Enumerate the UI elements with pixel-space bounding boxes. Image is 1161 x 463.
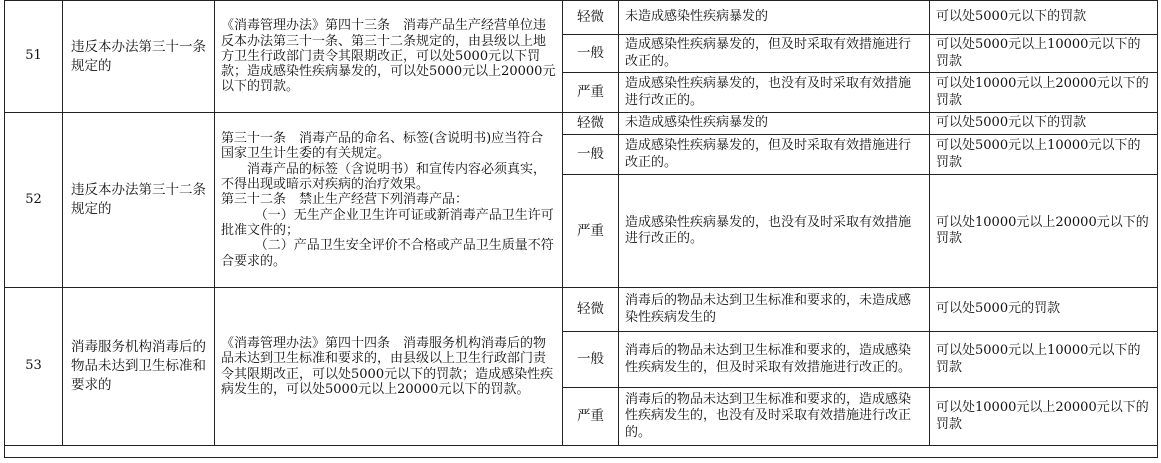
severity-level: 轻微 — [563, 1, 619, 35]
violation-condition: 造成感染性疾病暴发的，但及时采取有效措施进行改正的。 — [619, 35, 930, 73]
basis-line: 第三十二条 禁止生产经营下列消毒产品： — [221, 192, 469, 208]
penalty-amount: 可以处5000元以上10000元以下的罚款 — [930, 332, 1158, 388]
violation-item: 违反本办法第三十一条规定的 — [63, 1, 215, 113]
penalty-amount: 可以处10000元以上20000元以下的罚款 — [930, 73, 1158, 113]
row-number: 52 — [5, 113, 63, 288]
violation-condition: 消毒后的物品未达到卫生标准和要求的，造成感染性疾病发生的，但及时采取有效措施进行改正的。 — [619, 332, 930, 388]
violation-condition: 消毒后的物品未达到卫生标准和要求的，未造成感染性疾病发生的 — [619, 288, 930, 332]
penalty-amount: 可以处5000元以上10000元以下的罚款 — [930, 135, 1158, 175]
violation-condition: 造成感染性疾病暴发的，但及时采取有效措施进行改正的。 — [619, 135, 930, 175]
basis-line: （二）产品卫生安全评价不合格或产品卫生质量不符合要求的。 — [221, 238, 554, 269]
row-number: 53 — [5, 288, 63, 446]
basis-line: （一）无生产企业卫生许可证或新消毒产品卫生许可批准文件的； — [221, 207, 554, 238]
penalty-amount: 可以处5000元的罚款 — [930, 288, 1158, 332]
table-row — [5, 288, 1158, 332]
violation-condition: 未造成感染性疾病暴发的 — [619, 113, 930, 135]
table-row — [5, 113, 1158, 135]
penalty-amount: 可以处5000元以上10000元以下的罚款 — [930, 35, 1158, 73]
legal-basis: 《消毒管理办法》第四十四条 消毒服务机构消毒后的物品未达到卫生标准和要求的，由县级以上卫生行政部门责令其限期改正，可以处5000元以下的罚款；造成感染性疾病发生的，可以处5000元以上20000元以下的罚款。 — [215, 288, 563, 446]
violation-item: 消毒服务机构消毒后的物品未达到卫生标准和要求的 — [63, 288, 215, 446]
violation-condition: 未造成感染性疾病暴发的 — [619, 1, 930, 35]
basis-line: 第三十一条 消毒产品的命名、标签(含说明书)应当符合国家卫生计生委的有关规定。 — [221, 131, 544, 162]
severity-level: 一般 — [563, 135, 619, 175]
violation-item: 违反本办法第三十二条规定的 — [63, 113, 215, 288]
penalty-amount: 可以处10000元以上20000元以下的罚款 — [930, 175, 1158, 288]
row-number: 51 — [5, 1, 63, 113]
penalty-standard-table — [4, 0, 1158, 458]
severity-level: 一般 — [563, 332, 619, 388]
severity-level: 一般 — [563, 35, 619, 73]
basis-line: 消毒产品的标签（含说明书）和宣传内容必须真实，不得出现或暗示对疾病的治疗效果。 — [221, 161, 547, 193]
table-row — [5, 1, 1158, 35]
severity-level: 轻微 — [563, 113, 619, 135]
severity-level: 严重 — [563, 388, 619, 446]
table-row — [5, 446, 1158, 458]
legal-basis — [215, 113, 563, 288]
severity-level: 轻微 — [563, 288, 619, 332]
severity-level: 严重 — [563, 73, 619, 113]
penalty-amount: 可以处5000元以下的罚款 — [930, 113, 1158, 135]
penalty-amount: 可以处10000元以上20000元以下的罚款 — [930, 388, 1158, 446]
legal-basis: 《消毒管理办法》第四十三条 消毒产品生产经营单位违反本办法第三十一条、第三十二条规定的，由县级以上地方卫生行政部门责令其限期改正，可以处5000元以下罚款；造成感染性疾病暴发的，可以处5000元以上20000元以下的罚款。 — [215, 1, 563, 113]
violation-condition: 造成感染性疾病暴发的，也没有及时采取有效措施进行改正的。 — [619, 175, 930, 288]
severity-level: 严重 — [563, 175, 619, 288]
next-row-top — [5, 446, 1158, 458]
violation-condition: 造成感染性疾病暴发的，也没有及时采取有效措施进行改正的。 — [619, 73, 930, 113]
penalty-amount: 可以处5000元以下的罚款 — [930, 1, 1158, 35]
violation-condition: 消毒后的物品未达到卫生标准和要求的，造成感染性疾病发生的，也没有及时采取有效措施进行改正的。 — [619, 388, 930, 446]
